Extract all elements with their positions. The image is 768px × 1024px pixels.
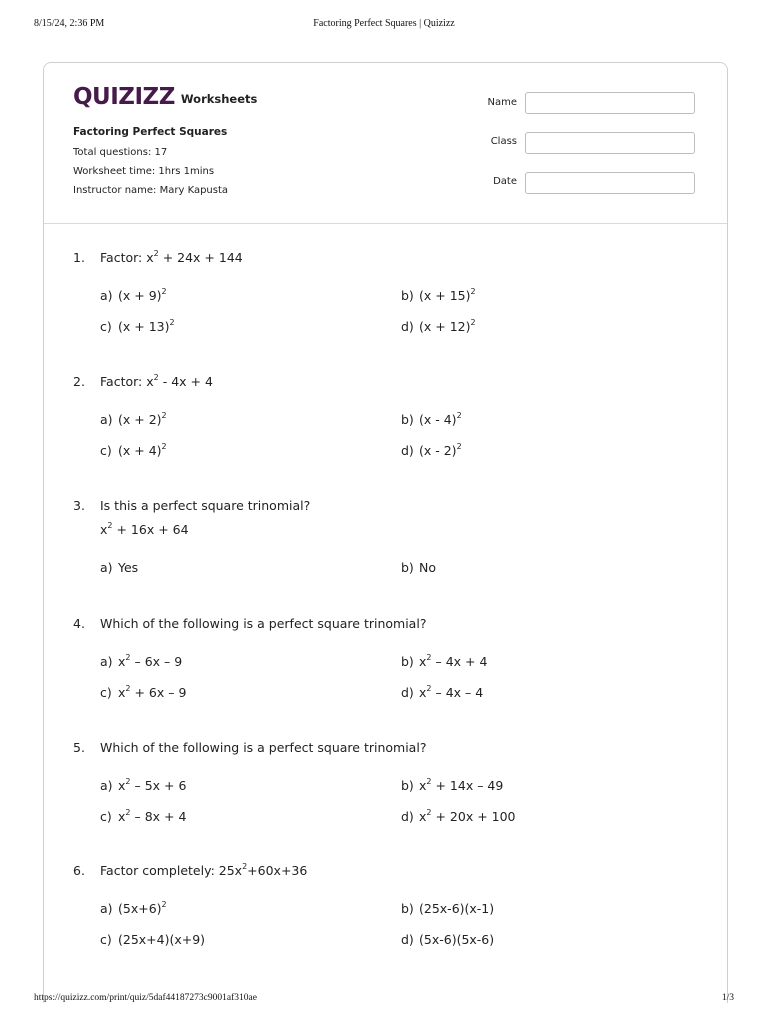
option-text: $(x + 12)^2$ (419, 318, 476, 334)
worksheet-title: Factoring Perfect Squares (73, 126, 228, 138)
option-text: No (419, 560, 436, 575)
option-letter: b) (401, 778, 414, 793)
answer-option[interactable] (100, 901, 167, 916)
option-letter: b) (401, 412, 414, 427)
option-text: $x^2 - 4x + 4$ (419, 653, 488, 669)
worksheet-time: Worksheet time: 1hrs 1mins (73, 166, 215, 177)
option-letter: b) (401, 901, 414, 916)
date-field[interactable] (525, 172, 695, 194)
option-letter: a) (100, 412, 113, 427)
quizizz-logo (73, 82, 257, 112)
name-field[interactable] (525, 92, 695, 114)
option-letter: a) (100, 654, 113, 669)
print-footer (0, 993, 768, 1007)
option-letter: a) (100, 778, 113, 793)
logo-section: Worksheets (180, 91, 258, 106)
option-letter: a) (100, 560, 113, 575)
option-text: (x - 4)$^2$ (419, 411, 462, 427)
option-text: $x^2 - 6x - 9$ (118, 653, 183, 669)
option-text: (25x+4)(x+9) (118, 932, 206, 947)
answer-option[interactable] (100, 809, 186, 824)
answer-option[interactable] (401, 319, 476, 334)
question-text: Factor: $x^2 - 4x + 4$ (100, 373, 213, 389)
option-text: $x^2 + 20x + 100$ (419, 808, 516, 824)
option-text: (25x-6)(x-1) (419, 901, 495, 916)
question-text: Which of the following is a perfect square trinomial? (100, 616, 427, 631)
answer-option[interactable] (401, 901, 494, 916)
question-number: 6. (73, 863, 85, 878)
option-letter: a) (100, 288, 113, 303)
question-text: Factor: $x^2 + 24x + 144$ (100, 249, 243, 265)
question-text: Is this a perfect square trinomial? (100, 498, 311, 513)
option-text: $(x + 15)^2$ (419, 287, 476, 303)
answer-option[interactable] (401, 560, 436, 575)
option-text: (x - 2)$^2$ (419, 442, 462, 458)
answer-option[interactable] (401, 932, 494, 947)
option-letter: d) (401, 319, 414, 334)
option-letter: d) (401, 932, 414, 947)
answer-option[interactable] (100, 560, 138, 575)
option-text: $x^2 + 6x - 9$ (118, 684, 187, 700)
worksheet-header (44, 63, 727, 224)
option-text: $(x + 4)^2$ (118, 442, 167, 458)
class-label: Class (490, 136, 517, 147)
option-letter: c) (100, 319, 112, 334)
question-number: 5. (73, 740, 85, 755)
option-text: $x^2 + 14x - 49$ (419, 777, 504, 793)
answer-option[interactable] (100, 685, 186, 700)
option-letter: c) (100, 809, 112, 824)
option-text: $x^2 - 8x + 4$ (118, 808, 187, 824)
option-text: $x^2 - 5x + 6$ (118, 777, 187, 793)
answer-option[interactable] (401, 288, 476, 303)
option-text: Yes (118, 560, 139, 575)
print-url: https://quizizz.com/print/quiz/5daf44187273c9001af310ae (34, 993, 257, 1003)
question-number: 4. (73, 616, 85, 631)
option-letter: c) (100, 443, 112, 458)
option-letter: c) (100, 685, 112, 700)
class-field[interactable] (525, 132, 695, 154)
option-text: $x^2 - 4x - 4$ (419, 684, 484, 700)
print-header (0, 18, 768, 32)
question-expression: $x^2 + 16x + 64$ (100, 521, 189, 537)
question-number: 1. (73, 250, 85, 265)
answer-option[interactable] (401, 685, 483, 700)
date-label: Date (493, 176, 517, 187)
answer-option[interactable] (100, 319, 175, 334)
option-text: $(x + 2)^2$ (118, 411, 167, 427)
answer-option[interactable] (100, 412, 167, 427)
option-letter: b) (401, 560, 414, 575)
instructor-name: Instructor name: Mary Kapusta (73, 185, 229, 196)
answer-option[interactable] (401, 412, 462, 427)
option-letter: b) (401, 288, 414, 303)
option-letter: d) (401, 443, 414, 458)
question-number: 2. (73, 374, 85, 389)
option-letter: c) (100, 932, 112, 947)
answer-option[interactable] (401, 778, 503, 793)
worksheet-card (43, 62, 728, 1003)
answer-option[interactable] (100, 654, 182, 669)
option-text: (5x-6)(5x-6) (419, 932, 495, 947)
option-text: $(x + 13)^2$ (118, 318, 175, 334)
answer-option[interactable] (100, 932, 205, 947)
page-number: 1/3 (721, 993, 734, 1003)
name-label: Name (487, 97, 517, 108)
question-text: Which of the following is a perfect square trinomial? (100, 740, 427, 755)
answer-option[interactable] (401, 443, 462, 458)
question-number: 3. (73, 498, 85, 513)
option-text: $(x + 9)^2$ (118, 287, 167, 303)
print-date: 8/15/24, 2:36 PM (34, 18, 105, 29)
option-letter: d) (401, 809, 414, 824)
answer-option[interactable] (401, 809, 516, 824)
answer-option[interactable] (401, 654, 487, 669)
logo-wordmark: QUIZIZZ (73, 84, 175, 110)
option-letter: a) (100, 901, 113, 916)
option-letter: d) (401, 685, 414, 700)
option-letter: b) (401, 654, 414, 669)
answer-option[interactable] (100, 778, 186, 793)
answer-option[interactable] (100, 288, 167, 303)
total-questions: Total questions: 17 (73, 147, 168, 158)
option-text: $(5x+6)^2$ (118, 900, 167, 916)
print-title: Factoring Perfect Squares | Quizizz (313, 18, 455, 29)
answer-option[interactable] (100, 443, 167, 458)
question-text: Factor completely: $25x^2+60x+36$ (100, 862, 308, 878)
